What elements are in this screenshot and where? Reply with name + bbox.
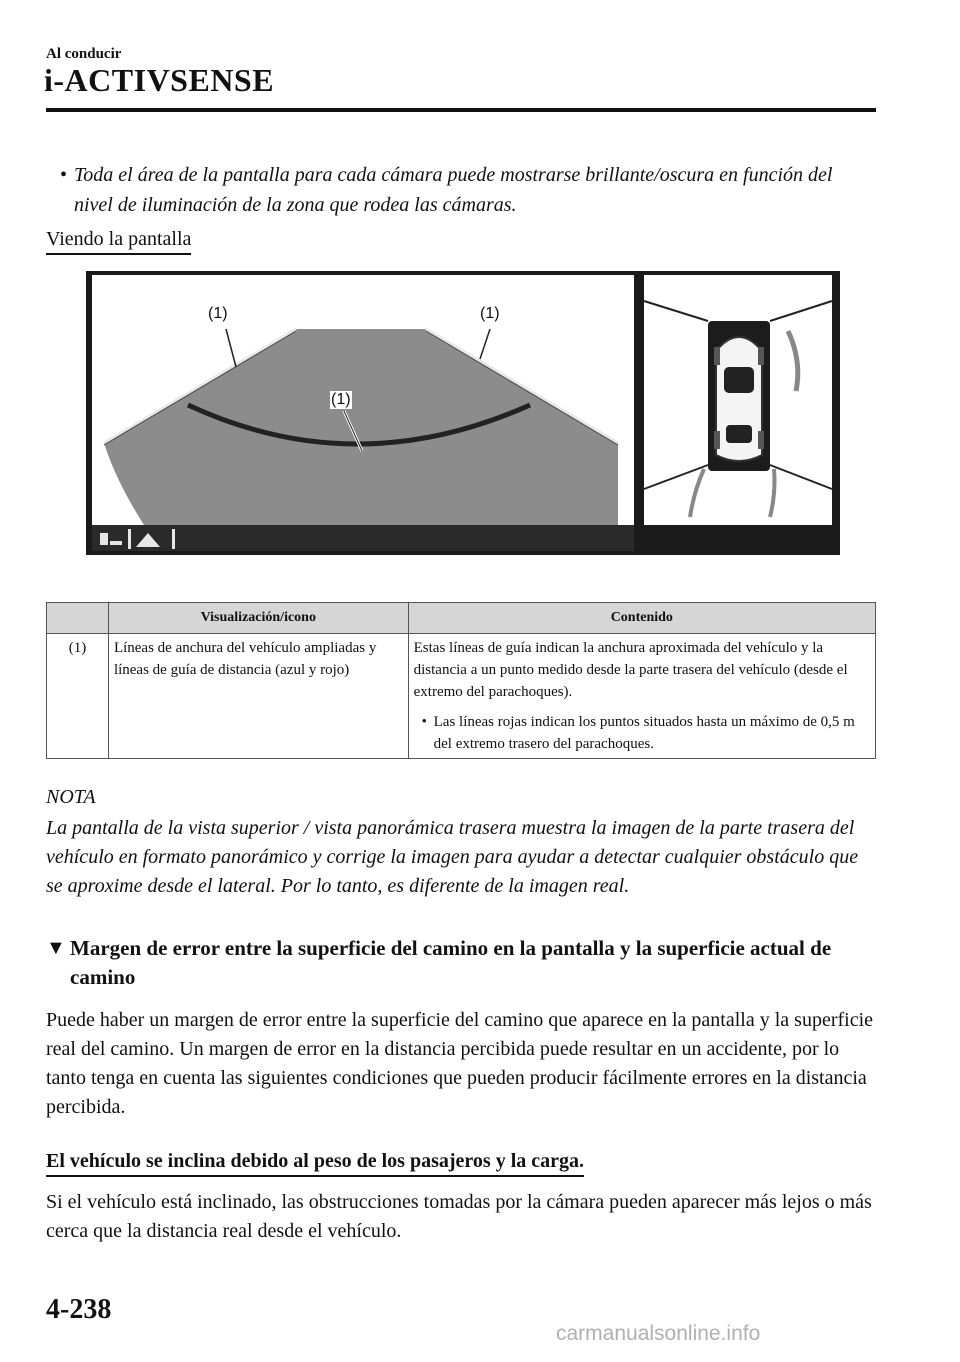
nota-text: La pantalla de la vista superior / vista panorámica trasera muestra la imagen de la parte trasera del vehículo en formato panorámico y corrige la imagen para ayudar a detectar cualquier obstáculo que se aproxime desde el lateral. Por lo tanto, es diferente de la imagen real. — [46, 817, 859, 897]
table-header: Contenido — [408, 603, 875, 634]
table-row — [47, 634, 876, 759]
table-header-row — [47, 603, 876, 634]
subheading-viendo: Viendo la pantalla — [46, 228, 191, 255]
paragraph-inclina: Si el vehículo está inclinado, las obstrucciones tomadas por la cámara pueden aparecer más lejos o más cerca que la distancia real desde el vehículo. — [46, 1191, 872, 1242]
table-header — [47, 603, 109, 634]
display-table — [46, 602, 876, 759]
section-heading-text: Margen de error entre la superficie del camino en la pantalla y la superficie actual de camino — [70, 936, 832, 989]
section-label: Al conducir — [46, 46, 122, 62]
table-cell-content — [408, 634, 875, 759]
nota-heading: NOTA — [46, 786, 96, 808]
content-text: Estas líneas de guía indican la anchura aproximada del vehículo y la distancia a un punto medido desde la parte trasera del vehículo (desde el extremo del parachoques). — [413, 640, 848, 700]
callout-label-center: (1) — [331, 391, 351, 408]
callout-label-left: (1) — [208, 305, 228, 322]
page-number: 4-238 — [46, 1294, 112, 1325]
content-bullet-text: Las líneas rojas indican los puntos situados hasta un máximo de 0,5 m del extremo trasero del parachoques. — [433, 714, 855, 752]
car-top-view-icon — [708, 321, 770, 471]
bullet-dot-icon: • — [421, 714, 427, 730]
title-rule — [46, 108, 876, 112]
bullet-dot-icon: • — [60, 164, 68, 186]
callout-label-right: (1) — [480, 305, 500, 322]
section-heading-margen — [46, 934, 876, 992]
subheading-inclina: El vehículo se inclina debido al peso de los pasajeros y la carga. — [46, 1150, 584, 1177]
table-cell-display: Líneas de anchura del vehículo ampliadas y líneas de guía de distancia (azul y rojo) — [108, 634, 408, 759]
intro-bullet — [60, 160, 864, 220]
camera-display-figure — [86, 271, 840, 555]
table-header: Visualización/icono — [108, 603, 408, 634]
watermark: carmanualsonline.info — [556, 1322, 761, 1345]
page-title: i-ACTIVSENSE — [44, 62, 275, 98]
paragraph-margen: Puede haber un margen de error entre la superficie del camino que aparece en la pantalla y la superficie real del camino. Un margen de error en la distancia percibida puede resultar en un accidente, por lo tanto tenga en cuenta las siguientes condiciones que pueden producir fácilmente errores en la distancia percibida. — [46, 1009, 874, 1118]
table-cell-num: (1) — [47, 634, 109, 759]
content-bullet — [414, 711, 870, 755]
triangle-down-icon: ▼ — [46, 937, 66, 959]
intro-bullet-text: Toda el área de la pantalla para cada cámara puede mostrarse brillante/oscura en función del nivel de iluminación de la zona que rodea las cámaras. — [74, 164, 833, 216]
